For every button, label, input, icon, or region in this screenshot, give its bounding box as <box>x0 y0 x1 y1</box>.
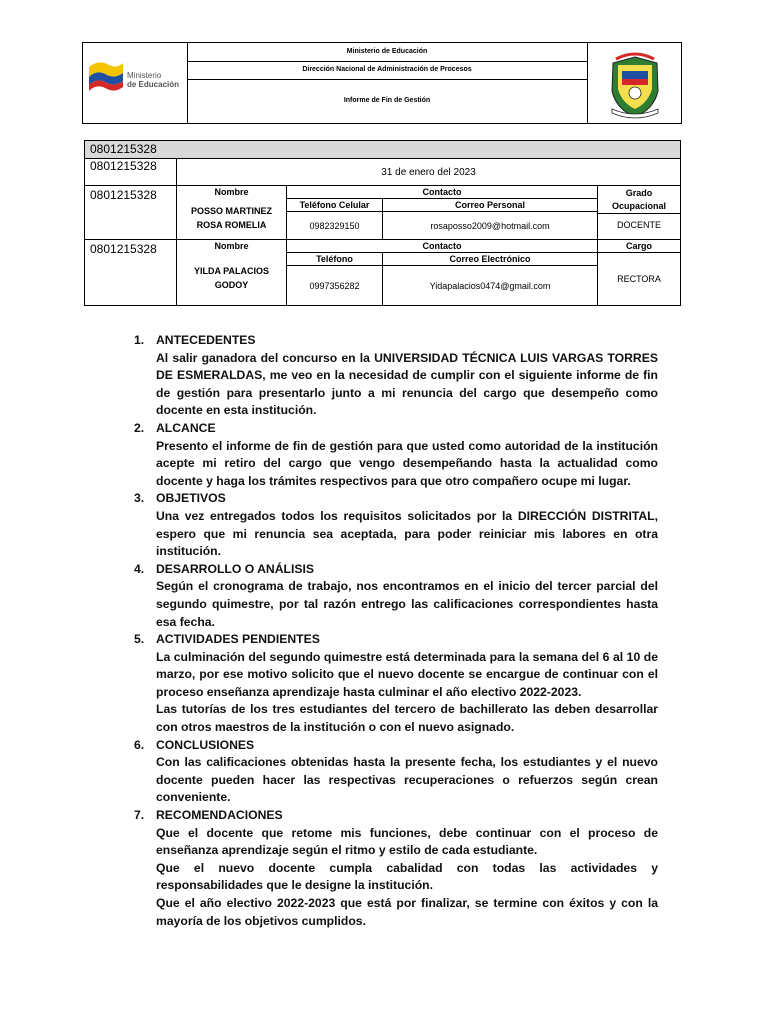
section-title: DESARROLLO O ANÁLISIS <box>156 561 314 576</box>
row3-tel-header: Teléfono Celular <box>286 198 382 211</box>
section-title: CONCLUSIONES <box>156 737 255 752</box>
school-seal-icon <box>588 43 682 123</box>
section-paragraph: Presento el informe de fin de gestión para que usted como autoridad de la institución acepte mi retiro del cargo que vengo desempeñando hasta la actualidad como docente y haga los trámites respectivos para que otro compañero ocupe mi lugar. <box>156 438 658 488</box>
section-paragraph: Una vez entregados todos los requisitos solicitados por la DIRECCIÓN DISTRITAL, espero que mi renuncia sea aceptada, para poder reiniciar mis labores en otra institución. <box>156 508 658 559</box>
section-number: 6. <box>134 737 145 752</box>
section-paragraph: Según el cronograma de trabajo, nos encontramos en el inicio del tercer parcial del segundo quimestre, por tal razón entrego las calificaciones correspondientes hasta esa fecha. <box>156 579 658 629</box>
header-table <box>82 42 682 124</box>
section-heading <box>134 737 658 755</box>
row3-tel: 0982329150 <box>286 211 382 239</box>
seal-cell <box>587 43 682 123</box>
row3-grado-header: Grado Ocupacional <box>597 185 680 213</box>
row4-tel-header: Teléfono <box>286 252 382 265</box>
row2-id: 0801215328 <box>85 158 176 185</box>
row4-correo-header: Correo Electrónico <box>382 252 597 265</box>
section-heading <box>134 490 658 508</box>
section-heading <box>134 807 658 825</box>
section-heading <box>134 561 658 579</box>
ecuador-flag-icon <box>87 57 125 97</box>
row3-id: 0801215328 <box>85 185 176 239</box>
section-number: 7. <box>134 808 145 823</box>
section-paragraph: La culminación del segundo quimestre está determinada para la semana del 6 al 10 de marzo, por ese motivo solicito que el nuevo docente se encargue de continuar con el proceso enseñanza aprendizaje hasta culminar el año electivo 2022-2023. <box>156 649 658 699</box>
section-number: 3. <box>134 491 145 506</box>
section-number: 4. <box>134 561 145 576</box>
row3-correo-header: Correo Personal <box>382 198 597 211</box>
section-heading <box>134 420 658 438</box>
row4-cargo-header: Cargo <box>597 239 680 252</box>
section-number: 2. <box>134 420 145 435</box>
section-paragraph: Las tutorías de los tres estudiantes del tercero de bachillerato las deben desarrollar con otros maestros de la institución o con el nuevo asignado. <box>156 702 658 735</box>
section-title: ACTIVIDADES PENDIENTES <box>156 632 320 647</box>
section-number: 5. <box>134 632 145 647</box>
section-paragraph: Que el nuevo docente cumpla cabalidad con todas las actividades y responsabilidades que le designe la institución. <box>156 860 658 893</box>
row4-tel: 0997356282 <box>286 265 382 305</box>
row3-contacto-header: Contacto <box>286 185 597 198</box>
ministerio-logo <box>87 57 183 97</box>
section-title: ANTECEDENTES <box>156 333 256 347</box>
section-number: 1. <box>134 333 145 347</box>
header-direction: Dirección Nacional de Administración de Procesos <box>187 61 587 80</box>
report-date: 31 de enero del 2023 <box>176 158 680 185</box>
row3-name: POSSO MARTINEZ ROSA ROMELIA <box>176 198 286 239</box>
logo-text-ministerio: Ministerio <box>127 71 162 80</box>
top-id: 0801215328 <box>85 141 680 158</box>
header-ministry: Ministerio de Educación <box>187 43 587 62</box>
row4-correo: Yidapalacios0474@gmail.com <box>382 265 597 305</box>
section-title: RECOMENDACIONES <box>156 808 283 823</box>
row3-grado: DOCENTE <box>597 213 680 239</box>
section-heading <box>134 631 658 649</box>
section-title: ALCANCE <box>156 420 216 435</box>
row4-nombre-header: Nombre <box>176 239 286 252</box>
logo-cell <box>83 43 188 123</box>
row4-id: 0801215328 <box>85 239 176 305</box>
section-heading <box>134 332 658 350</box>
header-title-cell <box>187 43 587 123</box>
header-report-title: Informe de Fin de Gestión <box>343 97 431 104</box>
section-paragraph: Que el año electivo 2022-2023 que está por finalizar, se termine con éxitos y con la mayoría de los objetivos cumplidos. <box>156 896 658 928</box>
row3-correo: rosaposso2009@hotmail.com <box>382 211 597 239</box>
row4-name: YILDA PALACIOS GODOY <box>176 252 286 305</box>
row4-contacto-header: Contacto <box>286 239 597 252</box>
section-paragraph: Con las calificaciones obtenidas hasta la presente fecha, los estudiantes y el nuevo docente pueden hacer las respectivas recuperaciones o refuerzos según crean conveniente. <box>156 755 658 805</box>
section-paragraph: Al salir ganadora del concurso en la UNIVERSIDAD TÉCNICA LUIS VARGAS TORRES DE ESMERALDAS, me veo en la necesidad de cumplir con el siguiente informe de fin de gestión para presentarlo junto a mi renuncia del cargo que desempeño como docente en esta institución. <box>156 350 658 418</box>
row3-nombre-header: Nombre <box>176 185 286 198</box>
info-table <box>84 140 681 306</box>
section-title: OBJETIVOS <box>156 491 226 506</box>
report-body <box>134 332 658 930</box>
row4-cargo: RECTORA <box>597 252 680 305</box>
section-paragraph: Que el docente que retome mis funciones, debe continuar con el proceso de enseñanza aprendizaje según el ritmo y estilo de cada estudiante. <box>156 825 658 858</box>
logo-text-educacion: de Educación <box>127 80 180 89</box>
